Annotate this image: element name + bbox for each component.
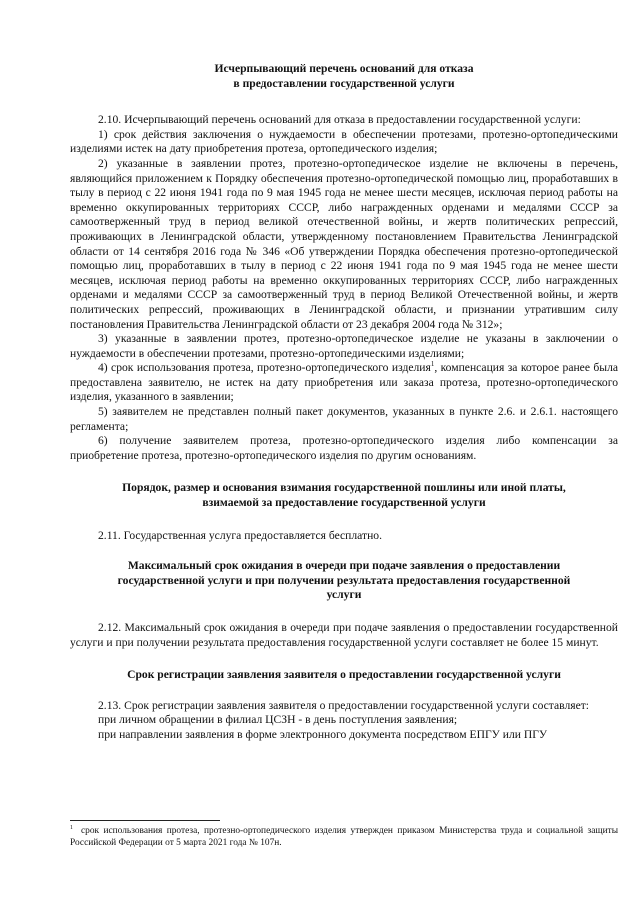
heading-line: Срок регистрации заявления заявителя о предоставлении государственной услуги [127,668,561,682]
section-heading-refusal-grounds [70,62,618,91]
footnote-mark: 1 [70,824,73,831]
heading-line: Исчерпывающий перечень оснований для отказа [214,62,474,75]
paragraph-2-13-line-2: при направлении заявления в форме электронного документа посредством ЕПГУ или ПГУ [98,727,548,741]
refusal-item-2: 2) указанные в заявлении протез, протезно-ортопедическое изделие не включены в перечень, являющийся приложением к Порядку обеспечения протезно-ортопедической помощью лиц, проработавших в тылу в период с 22 июня 1941 года по 9 мая 1945 года не менее шести месяцев, исключая период работы на временно оккупированных территориях СССР, либо награжденных орденами и медалями СССР за самоотверженный труд в период великой отечественной войны, и жертв политических репрессий, проживающих в Ленинградской области, утвержденному постановлением Правительства Ленинградской области от 14 сентября 2016 года № 346 «Об утверждении Порядка обеспечения протезно-ортопедической помощью лиц, проработавших в тылу в период с 22 июня 1941 года по 9 мая 1945 года не менее шести месяцев, исключая период работы на временно оккупированных территориях СССР, либо награжденных орденами и медалями СССР за самоотверженный труд в период Великой Отечественной войны, и жертв политических репрессий, проживающих в Ленинградской области, и признании утратившим силу постановления Правительства Ленинградской области от 23 декабря 2004 года № 312»; [70,156,618,331]
paragraph-2-13-line-1: при личном обращении в филиал ЦСЗН - в день поступления заявления; [98,713,458,727]
document-body [70,62,618,743]
footnote [70,825,618,849]
heading-line: взимаемой за предоставление государственной услуги [202,496,486,510]
section-heading-registration [70,668,618,683]
paragraph-2-13-intro: 2.13. Срок регистрации заявления заявителя о предоставлении государственной услуги составляет: [98,698,590,712]
footnote-reference[interactable]: 1 [430,360,435,369]
refusal-item-4-text: 4) срок использования протеза, протезно-ортопедического изделия [98,361,431,375]
heading-line: Порядок, размер и основания взимания государственной пошлины или иной платы, [122,481,566,495]
refusal-item-3: 3) указанные в заявлении протез, протезно-ортопедическое изделие не указаны в заключении о нуждаемости в обеспечении протезами, протезно-ортопедическими изделиями; [70,332,618,360]
section-heading-queue-time [70,559,618,603]
section-heading-fee [70,481,618,510]
refusal-item-4 [70,361,618,405]
heading-line: в предоставлении государственной услуги [233,76,455,90]
footnote-divider [70,820,220,821]
refusal-item-5: 5) заявителем не представлен полный пакет документов, указанных в пункте 2.6. и 2.6.1. настоящего регламента; [70,405,618,433]
footnote-text: срок использования протеза, протезно-ортопедического изделия утвержден приказом Министерства труда и социальной защиты Российской Федерации от 5 марта 2021 года № 107н. [70,826,618,848]
refusal-item-1: 1) срок действия заключения о нуждаемости в обеспечении протезами, протезно-ортопедическими изделиями истек на дату приобретения протеза, ортопедического изделия; [70,127,618,156]
refusal-item-4-text-cont: , компенсация за которое ранее была предоставлена заявителю, не истек на дату приобретения или заказа протеза, протезно-ортопедического изделия, указанного в заявлении; [70,361,618,404]
heading-line: услуги [326,588,362,602]
paragraph-2-11: 2.11. Государственная услуга предоставляется бесплатно. [98,528,382,542]
heading-line: государственной услуги и при получении результата предоставления государственной [117,573,571,587]
paragraph-2-12: 2.12. Максимальный срок ожидания в очереди при подаче заявления о предоставлении государственной услуги и при получении результата предоставления государственной услуги составляет не более 15 минут. [70,621,618,649]
refusal-item-6: 6) получение заявителем протеза, протезно-ортопедического изделия либо компенсации за приобретение протеза, протезно-ортопедического изделия по другим основаниям. [70,434,618,462]
paragraph-2-10-intro: 2.10. Исчерпывающий перечень оснований для отказа в предоставлении государственной услуги: [98,113,581,127]
heading-line: Максимальный срок ожидания в очереди при подаче заявления о предоставлении [127,559,561,573]
